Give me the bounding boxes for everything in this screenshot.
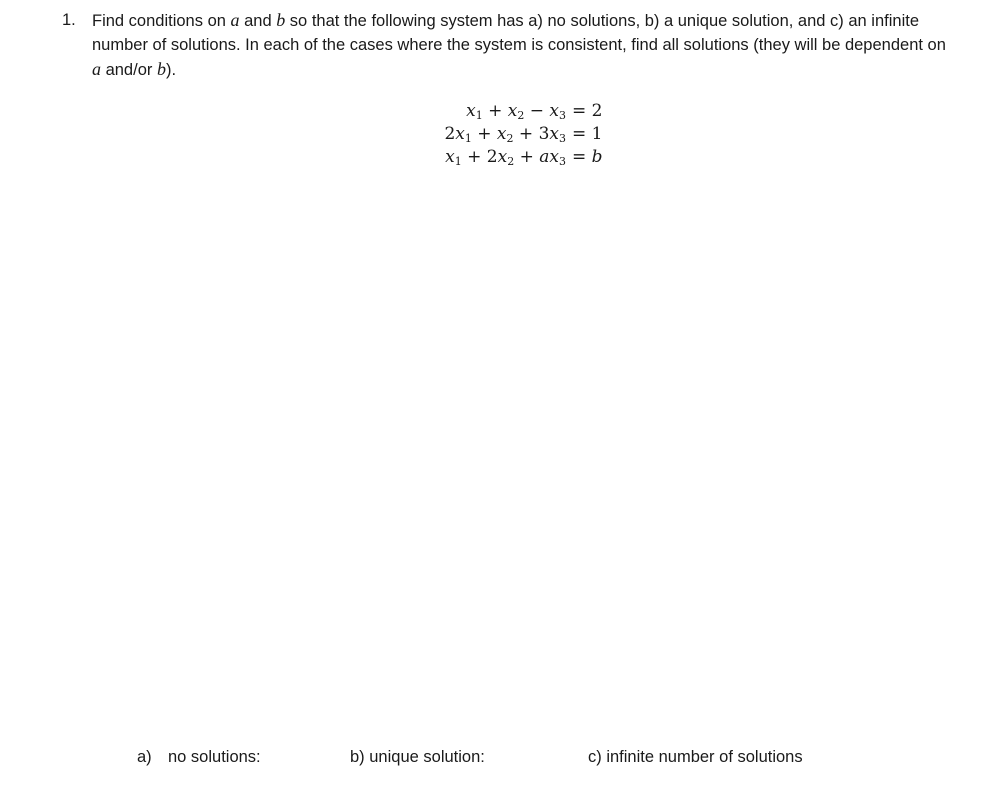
equation-lhs	[466, 100, 566, 123]
problem-number: 1.	[62, 11, 76, 29]
equation-row	[380, 146, 620, 169]
variable-subscript: 1	[475, 109, 483, 122]
equation-row	[380, 100, 620, 123]
answer-a-marker: a)	[137, 748, 152, 766]
equation-variable: x	[549, 101, 559, 121]
equation-coefficient: 2	[486, 147, 498, 167]
statement-text: so that the following system has a) no solutions, b) a unique solution, and c) an infinite number of solutions. In each of the cases where the system is consistent, find all solutions (they will be dependent on	[92, 12, 946, 54]
equation-variable: x	[496, 124, 507, 144]
equation-operator: +	[513, 124, 539, 144]
variable-subscript: 2	[517, 109, 525, 122]
variable-subscript: 1	[464, 132, 472, 145]
variable-subscript: 2	[507, 155, 515, 168]
equation-rhs: = 1	[572, 124, 603, 144]
variable-subscript: 3	[559, 132, 566, 145]
math-variable: a	[92, 59, 101, 79]
equation-lhs	[444, 123, 566, 146]
equation-coefficient: 2	[444, 124, 456, 144]
answer-b-label: b) unique solution:	[350, 748, 485, 766]
equation-variable: a	[539, 147, 550, 167]
statement-text: ).	[165, 61, 177, 79]
equation-coefficient: 3	[538, 124, 550, 144]
equation-operator: +	[514, 147, 540, 167]
equation-lhs	[445, 146, 566, 169]
equation-variable: x	[507, 101, 518, 121]
statement-text: and/or	[101, 61, 157, 79]
equation-operator: +	[471, 124, 497, 144]
equation-system	[380, 100, 620, 169]
equation-rhs: = b	[572, 147, 603, 167]
equation-operator: −	[524, 101, 550, 121]
equation-row	[380, 123, 620, 146]
variable-subscript: 3	[559, 155, 566, 168]
math-variable: b	[276, 10, 286, 30]
math-variable: b	[156, 59, 166, 79]
equation-variable: x	[445, 147, 455, 167]
equation-operator: +	[461, 147, 487, 167]
variable-subscript: 3	[559, 109, 566, 122]
equation-variable: x	[455, 124, 465, 144]
equation-variable: x	[497, 147, 508, 167]
statement-text: Find conditions on	[92, 12, 231, 30]
problem-statement	[92, 8, 952, 82]
equation-rhs: = 2	[572, 101, 603, 121]
math-variable: a	[230, 10, 240, 30]
answer-c-label: c) infinite number of solutions	[588, 748, 803, 766]
equation-operator: +	[482, 101, 508, 121]
statement-text: and	[239, 12, 277, 30]
equation-variable: x	[549, 147, 559, 167]
variable-subscript: 2	[506, 132, 514, 145]
equation-variable: x	[549, 124, 559, 144]
variable-subscript: 1	[454, 155, 462, 168]
equation-variable: x	[466, 101, 476, 121]
answer-labels	[0, 748, 998, 776]
answer-a-label: no solutions:	[168, 748, 261, 766]
